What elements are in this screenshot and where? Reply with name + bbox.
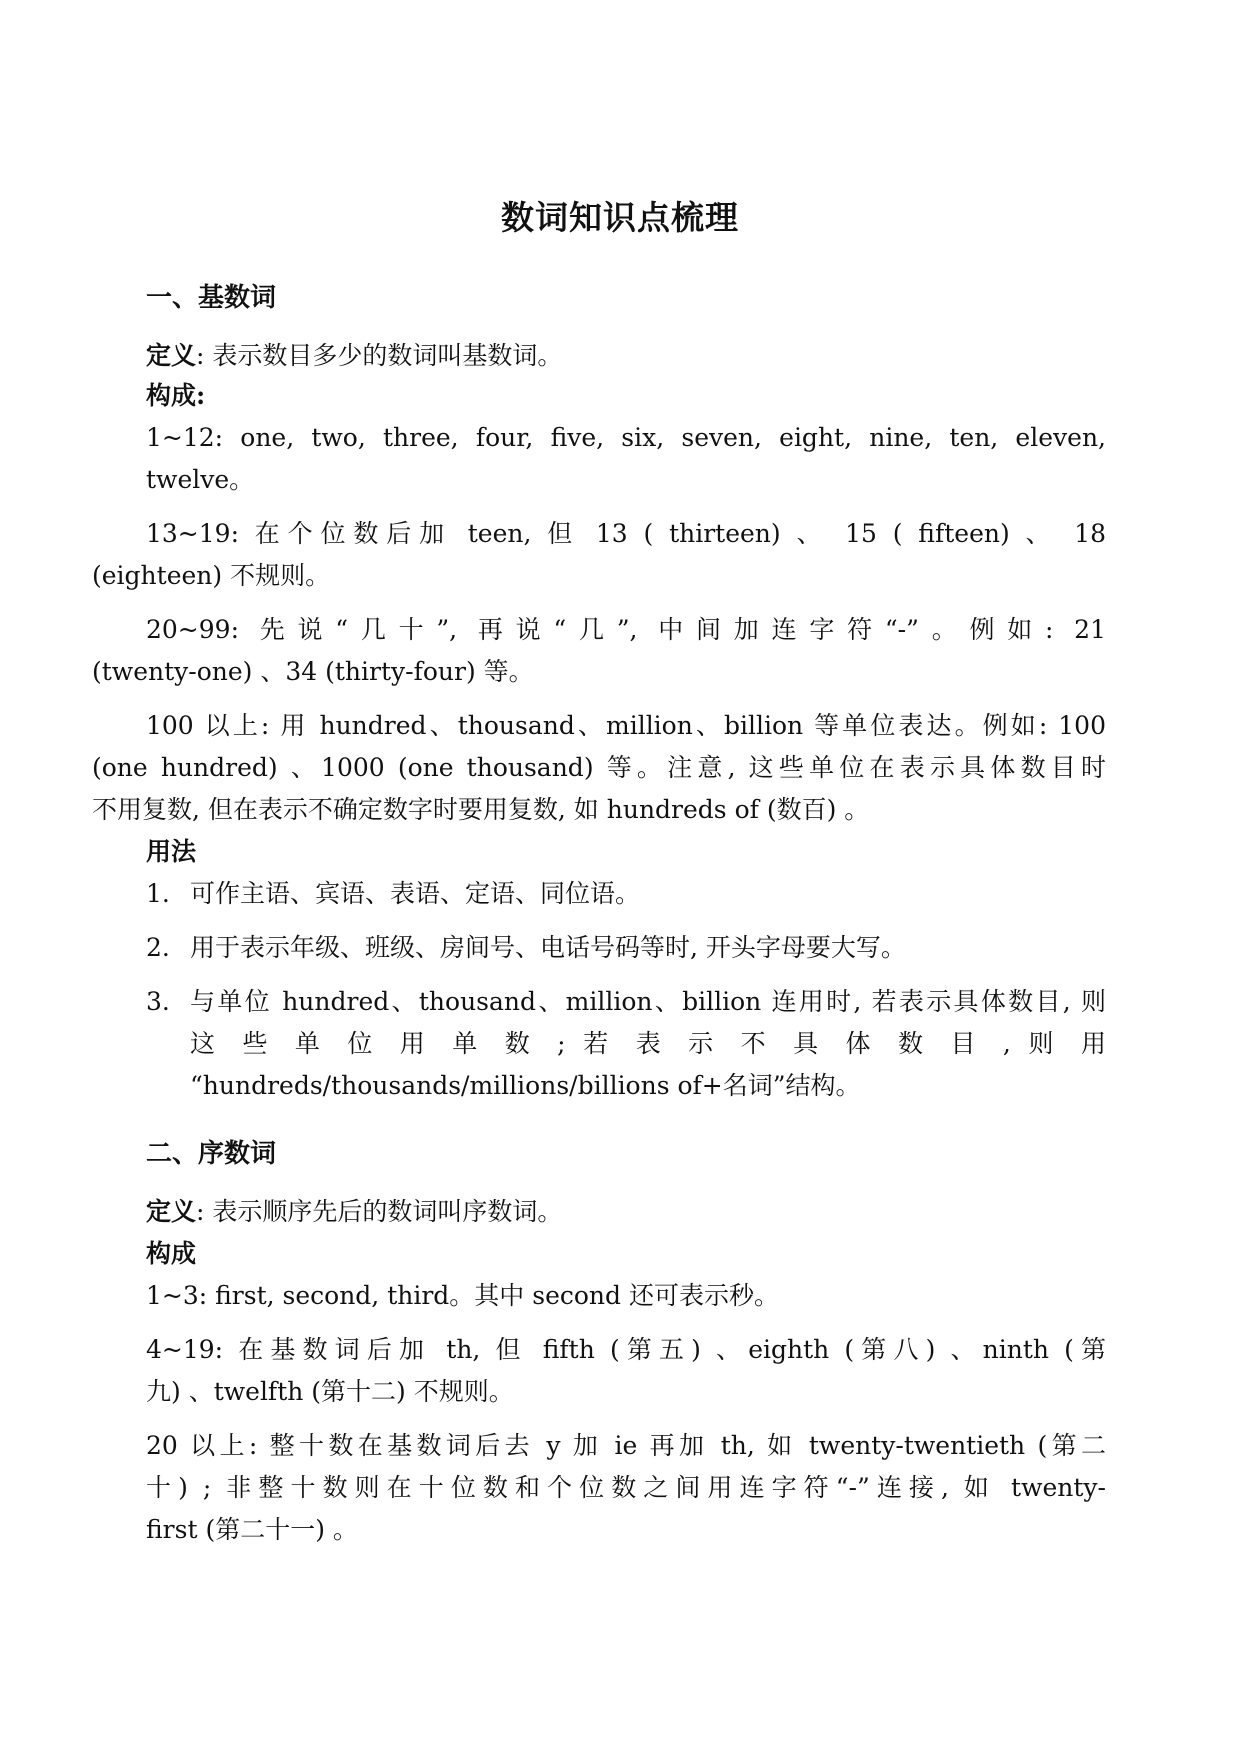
paragraph-line: twelve。 bbox=[146, 465, 255, 494]
usage-item: 可作主语、宾语、表语、定语、同位语。 bbox=[190, 879, 641, 908]
paragraph-line: 4~19: 在基数词后加 th, 但 fifth (第五) 、eighth (第八) 、ninth (第 bbox=[146, 1335, 1106, 1364]
usage-number: 1. bbox=[146, 879, 170, 908]
section-heading-cardinal: 一、基数词 bbox=[146, 283, 277, 313]
usage-label: 用法 bbox=[146, 837, 197, 866]
composition-label: 构成 bbox=[146, 1239, 197, 1268]
definition-text: : 表示顺序先后的数词叫序数词。 bbox=[196, 1197, 563, 1226]
paragraph-line: 13~19: 在个位数后加 teen, 但 13 ( thirteen) 、 15 ( fifteen) 、 18 bbox=[146, 519, 1106, 548]
usage-item: “hundreds/thousands/millions/billions of+名词”结构。 bbox=[190, 1071, 861, 1100]
usage-item: 与单位 hundred、thousand、million、billion 连用时, 若表示具体数目, 则 bbox=[190, 987, 1106, 1016]
paragraph-line: 不用复数, 但在表示不确定数字时要用复数, 如 hundreds of (数百) 。 bbox=[92, 795, 870, 824]
usage-number: 2. bbox=[146, 933, 170, 962]
paragraph-line: 100 以上: 用 hundred、thousand、million、billion 等单位表达。例如: 100 bbox=[146, 711, 1106, 740]
paragraph-line: (twenty-one) 、34 (thirty-four) 等。 bbox=[92, 657, 534, 686]
definition-label: 定义 bbox=[146, 341, 197, 370]
definition-text: : 表示数目多少的数词叫基数词。 bbox=[196, 341, 563, 370]
usage-item: 用于表示年级、班级、房间号、电话号码等时, 开头字母要大写。 bbox=[190, 933, 906, 962]
definition-line-ordinal bbox=[146, 1194, 562, 1230]
usage-number: 3. bbox=[146, 987, 170, 1016]
paragraph-line: 十) ; 非整十数则在十位数和个位数之间用连字符“-”连接, 如 twenty- bbox=[146, 1473, 1106, 1502]
section-heading-ordinal: 二、序数词 bbox=[146, 1139, 277, 1169]
paragraph-line: 1~12: one, two, three, four, five, six, seven, eight, nine, ten, eleven, bbox=[146, 423, 1106, 452]
paragraph-line: (one hundred) 、1000 (one thousand) 等。注意, 这些单位在表示具体数目时 bbox=[92, 753, 1106, 782]
paragraph-line: 20 以上: 整十数在基数词后去 y 加 ie 再加 th, 如 twenty-twentieth (第二 bbox=[146, 1431, 1106, 1460]
definition-line-cardinal bbox=[146, 338, 562, 374]
usage-item: 这 些 单 位 用 单 数 ; 若 表 示 不 具 体 数 目 , 则 用 bbox=[190, 1029, 1106, 1058]
paragraph-line: (eighteen) 不规则。 bbox=[92, 561, 331, 590]
paragraph-line: first (第二十一) 。 bbox=[146, 1515, 358, 1544]
paragraph-line: 20~99: 先说“几十”, 再说“几”, 中间加连字符“-”。例如: 21 bbox=[146, 615, 1106, 644]
definition-label: 定义 bbox=[146, 1197, 197, 1226]
page-title: 数词知识点梳理 bbox=[501, 198, 739, 237]
paragraph-line: 九) 、twelfth (第十二) 不规则。 bbox=[146, 1377, 514, 1406]
composition-label: 构成: bbox=[146, 381, 206, 410]
paragraph-line: 1~3: first, second, third。其中 second 还可表示秒。 bbox=[146, 1281, 779, 1310]
